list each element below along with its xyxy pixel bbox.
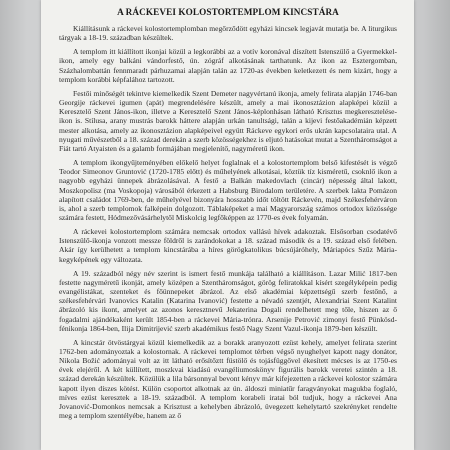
paragraph-saint-demetrius: Festői minőségét tekintve kiemelkedik Szent Demeter nagyvértanú ikonja, amely felirata alapján 1746-ban Georgije ráckevei igumen (apát) megrendelésére készült, amely a mai ikonosztázion alapképei közül a Keresztelő Szent János-ikon, illetve a Keresztelő Szent János-képlonhásan látható Krisztus megkeresztelése-ikon is. Stílusa, arany mustrás barokk háttere alapján urkán tanultsági, talán a kijevi festőakadémián képzett mester alkotása, amely az ikonosztázion alapképeivel együtt Ráckeve egykori erős ukrán kapcsolataira utal. A nyugati művészetből a 18. század derekán a szerb közösségekhez is eljutó hatásokat mutat a Szentháromságot a Fiát tartó Atyaisten és a galamb formájában megjelenítő, nagyméretű ikon. [59,88,397,153]
exhibition-panel [41,0,414,450]
paragraph-earliest-icon: A templom itt kiállított ikonjai közül a legkorábbi az a votív koronával díszített Istenszülő a Gyermekkel-ikon, amely egy balkáni vándorfestő, ún. zógráf alkotásának tarthatunk. Az ikon az Esztergomban, Százhalombattán fennmaradt párhuzamai alapján talán az 1720-as években keletkezett és nem kizárt, hogy a templom korábbi képfalához tartozott. [59,47,397,84]
paragraph-goldsmith-works: A kincstár ötvöstárgyai közül kiemelkedik az a borakk aranyozott ezüst kehely, amelyet felirata szerint 1762-ben adományoztak a kolostornak. A ráckevei templomot térben végső nyughelyet kapott nagy donátor, Nikola Božić adományai volt az itt látható erősítőztt füstölő és tojásfüggővel ékesített mécses is az 1750-es évek elejéről. A két küllített, moszkvai kiadású evangéliumoskönyv figurális barokk veretei szintén a 18. század derekán készültek. Közülük a lila bársonnyal bevont kényv már kifejezetten a ráckevei kolostor számára kapott ilyen díszes kötést. Külön csoportot alkotnak az ún. áldoszi miniatűr faragványokat magukba foglaló, míves ezüst keresztek a 18-19. századból. A templom korabeli iratai ból tudjuk, hogy a ráckevei Ana Jovanović-Domonkos nemcsak a Krisztust a kehelyben ábrázoló, üvegezett kehelytartó szekrényket rendelte meg a templom szentélyébe, hanem az ő [59,337,397,421]
panel-title: A RÁCKEVEI KOLOSTORTEMPLOM KINCSTÁRA [117,7,339,17]
paragraph-intro: Kiállításunk a ráckevei kolostortemplomban megőrződött egyházi kincsek legjavát mutatja be. A liturgikus tárgyak a 18-19. században készültek. [59,24,397,43]
paragraph-gruntovic: A templom ikongyűjteményében előkelő helyet foglalnak el a kolostortemplom belső kifestését is végző Teodor Simeonov Gruntović (1720-1785 előtt) és műhelyének alkotásai, köztük tíz kisméretű, csoknlő ikon a nagyobb egyházi ünnepek ábrázolásával. A festő a Balkán makedovlach (cincár) népesség által lakott, Moszkopolisz (ma Voskopoja) városából érkezett a Habsburg Birodalom területére. A szerbek lakta Pomázon alapított családot 1769-ben, de műhelyével bizonyára hosszabb időt töltött Ráckevén, majd Székesfehérváron is, ahol a szerb templomok falképein dolgozott. Táblaképeket a mai Magyarország számos ortodox közössége számára festett, Hódmezővásárhelytől Miskolcig legfőképpen az 1770-es évek folyamán. [59,158,397,222]
paragraph-19th-century-painters: A 19. századból négy név szerint is ismert festő munkája található a kiállításon. Lazar Milić 1817-ben festette nagyméretű ikonját, amely középen a Szentháromságot, görög feliratokkal kísért szegélyképein pedig evangélistákat, szenteket és főünnepeket ábrázol. Az első akadémiai képzettségű szerb festőnő, a székesfehérvári Ivanovics Katalin (Katarina Ivanović) festette a névadó szentjét, Alexandriai Szent Katalint ábrázoló kis ikont, amelyet az azonos keresztnevű Jekaterina Dogali rendelhetett meg tőle, hiszen az ő fogadalmi ajándékaként került 1854-ben a ráckevei Mária-trónra. Arsenije Petrović zimonyi festő Pünkösd-fénikonja 1864-ben, Ilija Dimitrijević szerb akadémikus festő Nagy Szent Vazul-ikonja 1879-ben készült. [59,268,397,333]
paragraph-pilgrims: A ráckevei kolostortemplom számára nemcsak ortodox vallású hívek adakoztak. Elsősorban csodatévő Istenszülő-ikonja vonzott messze földről is zarándokokat a 18. század második és a 19. század első felében. Akár így kerülhetett a templom kincstárába a híres görögkatolikus búcsújáróhely, Máriapócs Szűz Mária-kegyképének egy változata. [59,227,397,264]
panel-text [59,0,397,424]
